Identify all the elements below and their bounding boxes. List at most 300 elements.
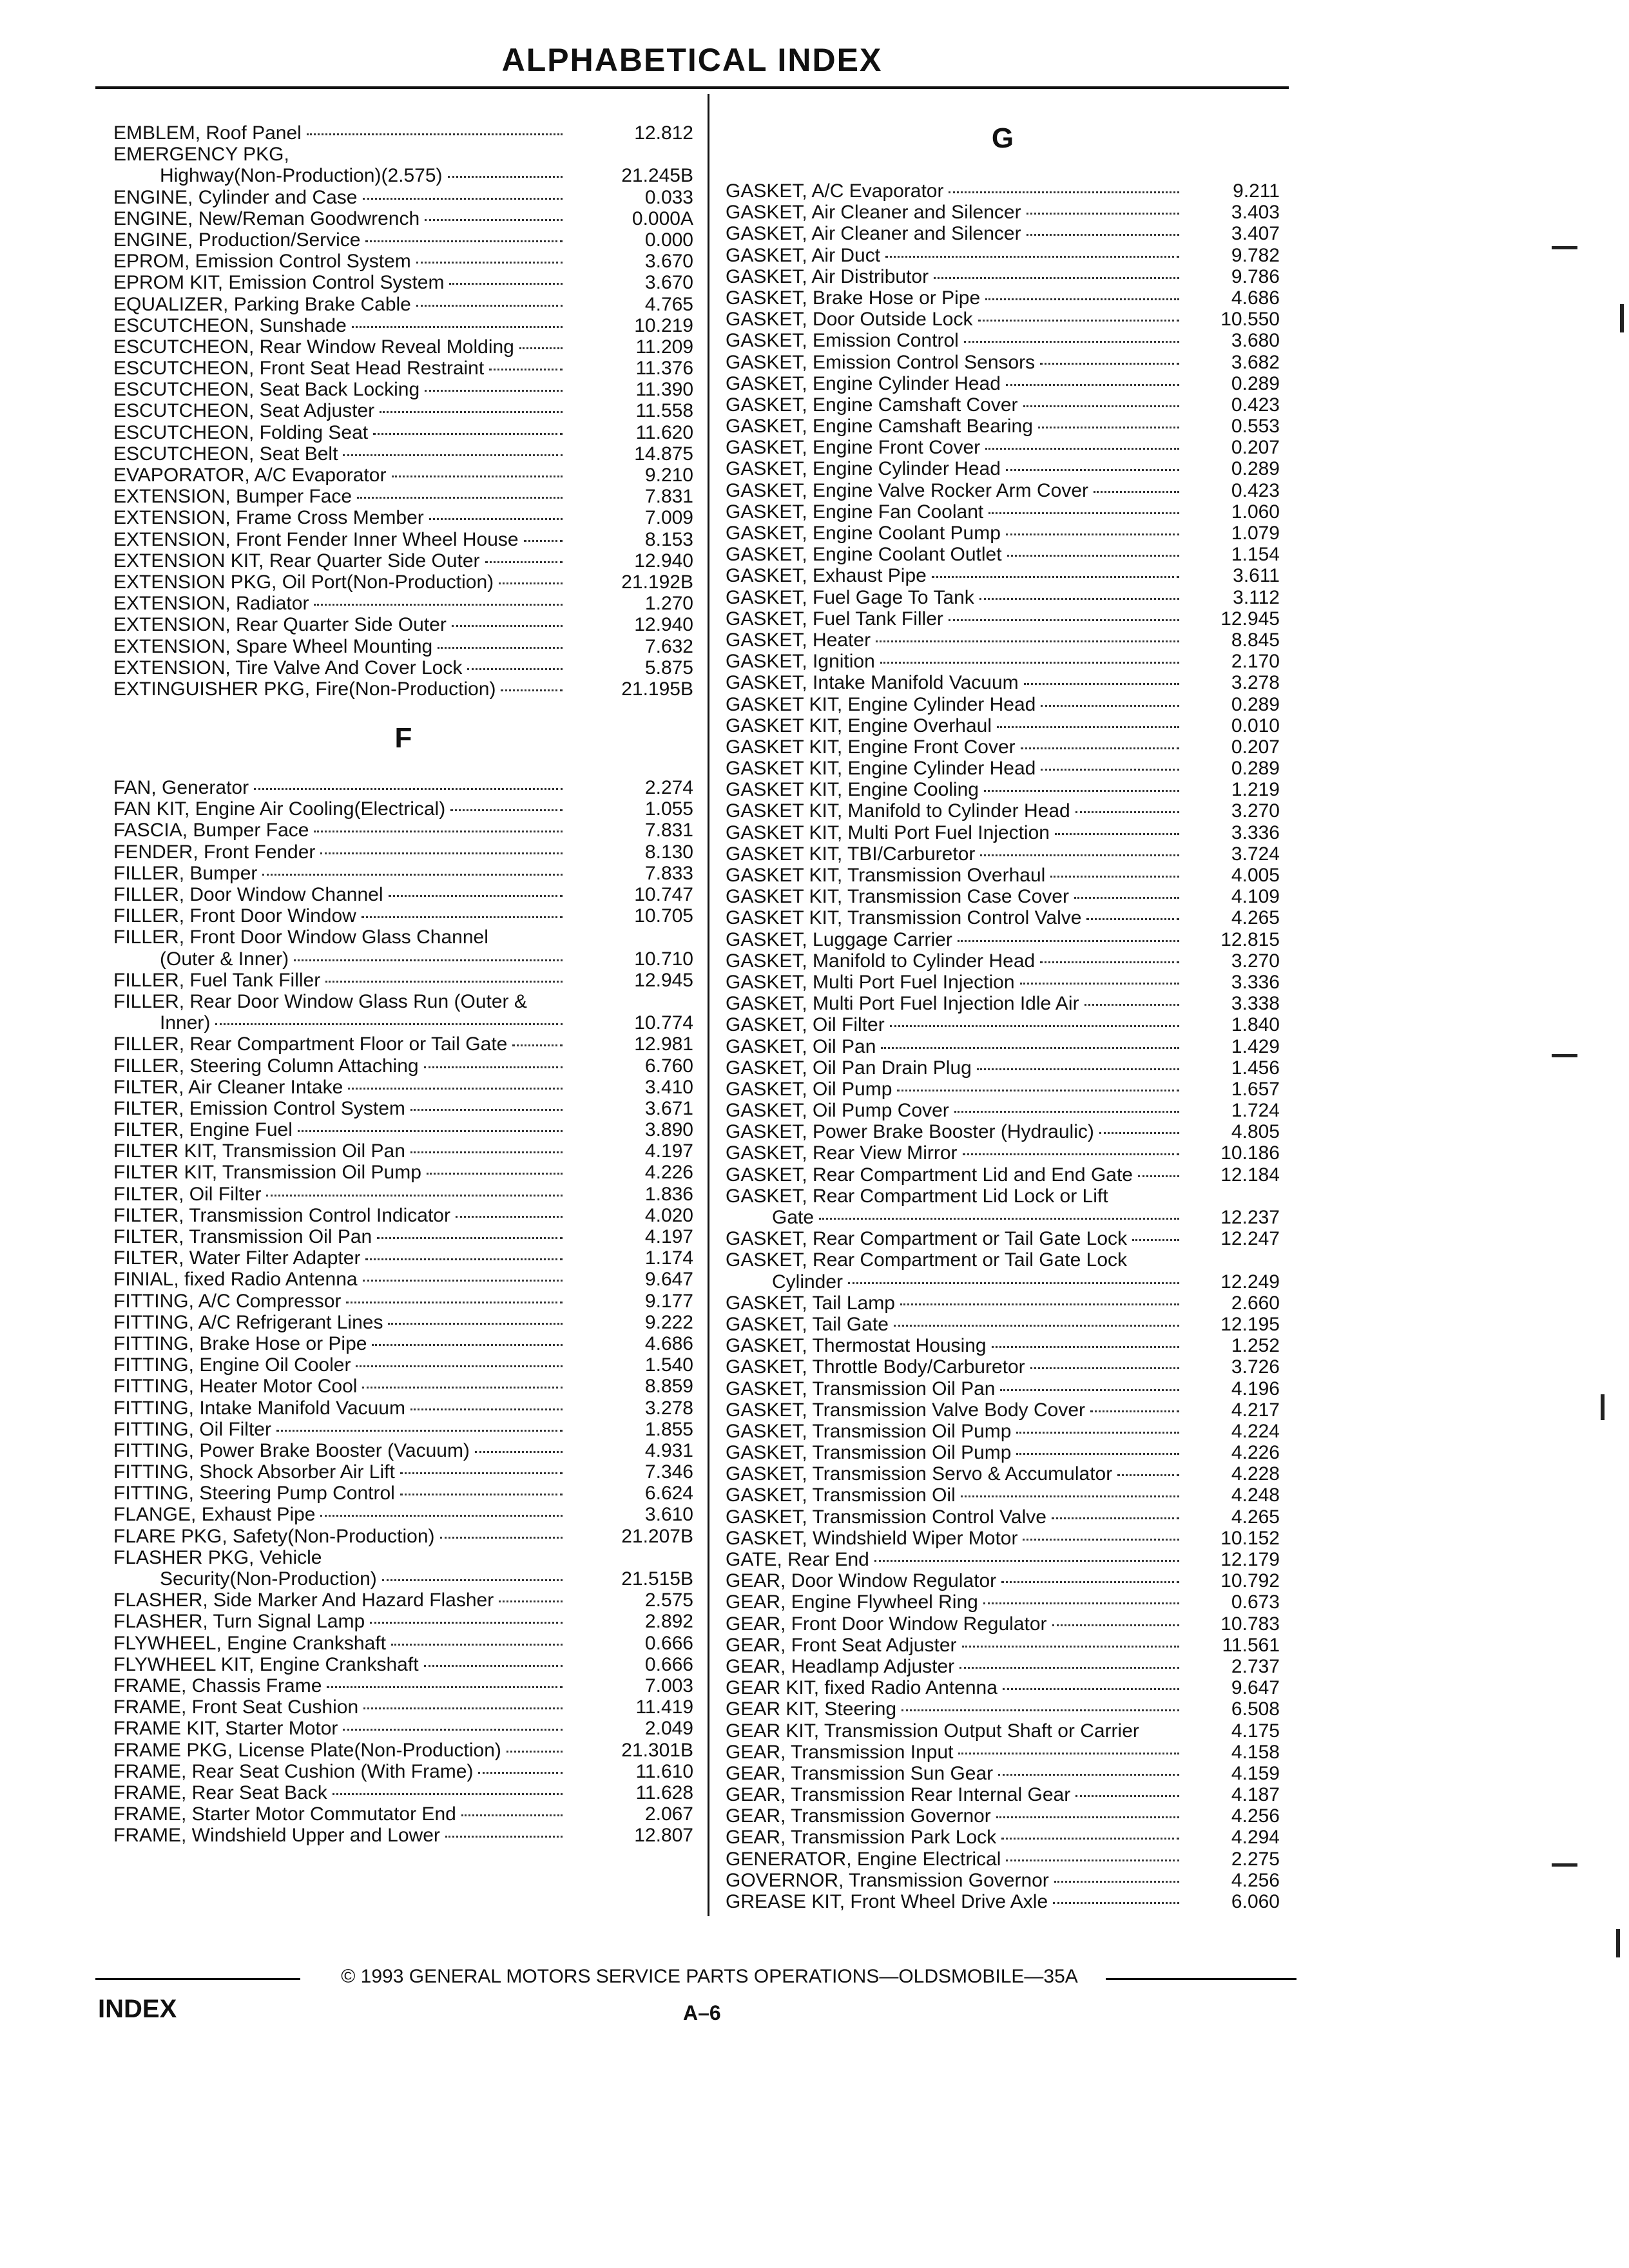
entry-page-ref: 3.338: [1231, 993, 1280, 1015]
dot-leader: [416, 305, 563, 307]
entry-page-ref: 4.686: [1231, 287, 1280, 309]
index-entry: [113, 820, 693, 841]
dot-leader: [980, 854, 1179, 856]
entry-name: EXTENSION, Radiator: [113, 593, 309, 615]
index-entry: [113, 777, 693, 798]
index-entry: [113, 1312, 693, 1333]
entry-page-ref: 1.079: [1231, 523, 1280, 544]
entry-page-ref: 4.226: [1231, 1442, 1280, 1464]
index-entry: [113, 970, 693, 991]
entry-name: FLARE PKG, Safety(Non-Production): [113, 1525, 435, 1547]
index-entry: [726, 1036, 1280, 1057]
entry-name: GASKET, Multi Port Fuel Injection: [726, 971, 1015, 993]
entry-name: EXTINGUISHER PKG, Fire(Non-Production): [113, 678, 496, 700]
dot-leader: [1041, 769, 1179, 771]
index-entry: [113, 572, 693, 593]
entry-name: Highway(Non-Production)(2.575): [160, 165, 443, 187]
entry-page-ref: 3.680: [1231, 330, 1280, 352]
entry-name: GASKET, Air Duct: [726, 244, 881, 266]
entry-name: GASKET, Engine Front Cover: [726, 437, 981, 459]
index-entry: [113, 336, 693, 358]
entry-page-ref: 2.892: [644, 1611, 693, 1633]
dot-leader: [1038, 427, 1179, 428]
dot-leader: [467, 668, 563, 670]
entry-page-ref: 8.859: [644, 1376, 693, 1398]
dot-leader: [448, 176, 563, 178]
entry-name: GASKET, Throttle Body/Carburetor: [726, 1356, 1025, 1378]
index-entry: [726, 287, 1280, 309]
entry-page-ref: 3.336: [1231, 971, 1280, 993]
entry-page-ref: 4.805: [1231, 1121, 1280, 1143]
entry-page-ref: 3.278: [644, 1397, 693, 1419]
entry-name: FRAME, Rear Seat Cushion (With Frame): [113, 1760, 474, 1782]
dot-leader: [1024, 683, 1179, 685]
index-entry: [726, 1870, 1280, 1891]
dot-leader: [363, 198, 563, 200]
index-entry: [726, 1356, 1280, 1378]
dot-leader: [392, 476, 563, 477]
index-entry: [113, 1654, 693, 1675]
entry-name: GASKET, Multi Port Fuel Injection Idle Air: [726, 993, 1079, 1015]
entry-page-ref: 3.610: [644, 1504, 693, 1526]
entry-page-ref: 6.508: [1231, 1698, 1280, 1720]
entry-name: FILTER, Transmission Oil Pan: [113, 1226, 372, 1248]
dot-leader: [996, 1816, 1179, 1818]
dot-leader: [932, 576, 1179, 578]
entry-name: GASKET, Oil Pump Cover: [726, 1100, 949, 1122]
dot-leader: [352, 326, 563, 328]
footer-section-label: INDEX: [98, 1995, 177, 2023]
index-entry: [113, 550, 693, 572]
entry-name: FITTING, A/C Compressor: [113, 1290, 342, 1312]
dot-leader: [977, 1068, 1179, 1070]
index-entry: [726, 694, 1280, 715]
entry-name: FILTER, Oil Filter: [113, 1183, 262, 1205]
entry-name: GASKET, Engine Camshaft Cover: [726, 394, 1018, 416]
index-entry: [726, 1314, 1280, 1335]
entry-page-ref: 10.783: [1220, 1613, 1280, 1635]
index-entry: [113, 1504, 693, 1525]
entry-page-ref: 7.831: [644, 486, 693, 508]
dot-leader: [962, 1646, 1180, 1648]
index-entry: [726, 501, 1280, 523]
index-entry: [726, 437, 1280, 458]
entry-name: GEAR, Transmission Sun Gear: [726, 1762, 994, 1784]
dot-leader: [343, 1729, 563, 1731]
entry-name: GATE, Rear End: [726, 1549, 869, 1571]
index-entry: [113, 1398, 693, 1419]
index-entry: [113, 443, 693, 465]
index-entry: [726, 587, 1280, 608]
dot-leader: [848, 1282, 1179, 1284]
entries-e-continued: [113, 122, 693, 700]
entry-page-ref: 4.187: [1231, 1784, 1280, 1806]
entry-page-ref: 9.211: [1233, 180, 1280, 202]
dot-leader: [1001, 1581, 1179, 1583]
index-entry: [113, 358, 693, 379]
entry-page-ref: 4.256: [1231, 1869, 1280, 1891]
entry-name: GASKET, Engine Cylinder Head: [726, 372, 1001, 394]
dot-leader: [1054, 1881, 1179, 1883]
footer-copyright: © 1993 GENERAL MOTORS SERVICE PARTS OPERATIONS—OLDSMOBILE—35A: [341, 1966, 1078, 1987]
dot-leader: [377, 1237, 563, 1239]
dot-leader: [964, 341, 1179, 343]
dot-leader: [427, 1173, 563, 1175]
index-entry: [113, 1590, 693, 1611]
index-entry: [726, 1549, 1280, 1570]
entry-page-ref: 0.289: [1231, 372, 1280, 394]
entry-name: FILTER, Emission Control System: [113, 1097, 405, 1119]
entry-page-ref: 11.558: [635, 400, 693, 422]
entry-name: GASKET, Oil Pan Drain Plug: [726, 1057, 972, 1079]
dot-leader: [450, 809, 563, 811]
dot-leader: [489, 369, 563, 370]
entry-name: EXTENSION, Bumper Face: [113, 486, 352, 508]
index-entry: [726, 1677, 1280, 1698]
dot-leader: [400, 1472, 563, 1474]
entry-name: GASKET, Transmission Oil: [726, 1485, 956, 1506]
index-entry: [726, 1485, 1280, 1506]
entry-page-ref: 0.033: [644, 186, 693, 208]
entry-name: GEAR, Front Seat Adjuster: [726, 1634, 957, 1656]
entry-name: EPROM KIT, Emission Control System: [113, 272, 445, 294]
index-entry: [726, 352, 1280, 373]
entry-name: FITTING, A/C Refrigerant Lines: [113, 1311, 383, 1333]
dot-leader: [400, 1494, 563, 1495]
entry-name: FILLER, Fuel Tank Filler: [113, 969, 321, 991]
entry-page-ref: 1.060: [1231, 501, 1280, 523]
entry-name: GASKET, Heater: [726, 629, 871, 651]
dot-leader: [1040, 961, 1179, 963]
entry-name: GASKET KIT, Engine Cylinder Head: [726, 758, 1036, 780]
entry-name: GASKET, Fuel Tank Filler: [726, 608, 943, 629]
dot-leader: [475, 1451, 563, 1453]
entry-name: FRAME, Chassis Frame: [113, 1675, 322, 1696]
entry-name: GASKET, Transmission Valve Body Cover: [726, 1399, 1085, 1421]
dot-leader: [370, 1622, 563, 1624]
dot-leader: [478, 1772, 563, 1774]
index-entry: [113, 1333, 693, 1354]
entry-page-ref: 4.217: [1231, 1399, 1280, 1421]
dot-leader: [949, 191, 1179, 193]
entry-name: GASKET, Transmission Oil Pump: [726, 1442, 1012, 1464]
index-entry: [726, 1378, 1280, 1399]
index-entry: [113, 1633, 693, 1654]
index-entry: [726, 309, 1280, 330]
entry-name: GEAR, Transmission Rear Internal Gear: [726, 1784, 1071, 1806]
entry-name: ESCUTCHEON, Seat Belt: [113, 443, 338, 465]
entry-name: GASKET, Rear Compartment or Tail Gate Lock: [726, 1228, 1128, 1250]
index-entry: [726, 1079, 1280, 1100]
entry-name: GASKET, Emission Control Sensors: [726, 351, 1036, 373]
dot-leader: [1006, 384, 1179, 386]
entry-page-ref: 1.657: [1231, 1078, 1280, 1100]
dot-leader: [363, 1280, 563, 1282]
entry-page-ref: 4.175: [1231, 1720, 1280, 1742]
entry-page-ref: 21.192B: [621, 571, 693, 593]
entry-name: GASKET, Transmission Oil Pump: [726, 1420, 1012, 1442]
entry-page-ref: 9.782: [1231, 244, 1280, 266]
index-entry: [726, 1528, 1280, 1549]
entry-name: GASKET, A/C Evaporator: [726, 180, 944, 202]
dot-leader: [901, 1709, 1179, 1711]
dot-leader: [410, 1109, 563, 1111]
index-entry: [726, 1421, 1280, 1442]
entry-page-ref: 9.222: [644, 1311, 693, 1333]
entry-name: FITTING, Oil Filter: [113, 1418, 271, 1440]
entry-name: GASKET KIT, Multi Port Fuel Injection: [726, 822, 1050, 843]
entry-name: GASKET, Transmission Oil Pan: [726, 1378, 996, 1399]
entry-name: Gate: [772, 1207, 815, 1228]
entry-page-ref: 11.620: [635, 421, 693, 443]
entry-name: EMERGENCY PKG,: [113, 144, 289, 166]
entry-name: FILTER KIT, Transmission Oil Pan: [113, 1140, 405, 1162]
dot-leader: [985, 448, 1179, 450]
entry-name: FRAME, Front Seat Cushion: [113, 1696, 359, 1718]
entry-page-ref: 3.407: [1231, 223, 1280, 245]
entry-name: GASKET, Engine Coolant Pump: [726, 523, 1001, 544]
index-entry: [113, 1696, 693, 1718]
entry-page-ref: 21.515B: [621, 1568, 693, 1590]
entry-name: FITTING, Steering Pump Control: [113, 1483, 395, 1504]
entry-page-ref: 0.289: [1231, 693, 1280, 715]
entry-name: GASKET, Rear Compartment or Tail Gate Lock: [726, 1249, 1128, 1271]
entry-name: GEAR KIT, Transmission Output Shaft or Carrier: [726, 1720, 1139, 1742]
dot-leader: [1084, 1004, 1179, 1006]
entry-name: GASKET, Exhaust Pipe: [726, 565, 927, 587]
dot-leader: [348, 1088, 563, 1090]
entry-name: FITTING, Brake Hose or Pipe: [113, 1332, 367, 1354]
entry-page-ref: 12.815: [1220, 928, 1280, 950]
index-entry: [113, 1247, 693, 1269]
entry-page-ref: 5.875: [644, 657, 693, 678]
index-entry: [113, 1033, 693, 1055]
dot-leader: [1086, 918, 1179, 920]
dot-leader: [333, 1793, 563, 1795]
entry-name: FILLER, Rear Door Window Glass Run (Outer &: [113, 990, 527, 1012]
entry-page-ref: 12.945: [1220, 608, 1280, 629]
index-entry: [726, 608, 1280, 629]
header-rule: [95, 86, 1289, 89]
entry-page-ref: 10.747: [634, 884, 693, 906]
dot-leader: [445, 1836, 563, 1838]
dot-leader: [961, 1495, 1179, 1497]
dot-leader: [254, 788, 563, 790]
entry-page-ref: 0.673: [1231, 1591, 1280, 1613]
index-entry: [726, 416, 1280, 437]
entry-name: EXTENSION KIT, Rear Quarter Side Outer: [113, 550, 480, 572]
entry-page-ref: 9.647: [644, 1269, 693, 1291]
entry-name: GASKET, Windshield Wiper Motor: [726, 1527, 1018, 1549]
entry-page-ref: 4.931: [644, 1439, 693, 1461]
entry-name: FILLER, Rear Compartment Floor or Tail Gate: [113, 1033, 508, 1055]
index-entry: [113, 1825, 693, 1846]
entry-page-ref: 3.112: [1233, 586, 1280, 608]
entry-name: FRAME PKG, License Plate(Non-Production): [113, 1739, 501, 1761]
entry-page-ref: 3.403: [1231, 202, 1280, 224]
dot-leader: [499, 1600, 563, 1602]
dot-leader: [1030, 1367, 1179, 1369]
entry-page-ref: 4.265: [1231, 1506, 1280, 1528]
entry-name: FILLER, Bumper: [113, 862, 258, 884]
index-entry: [113, 1098, 693, 1119]
entry-page-ref: 12.981: [634, 1033, 693, 1055]
index-entry: [726, 1228, 1280, 1249]
dot-leader: [984, 790, 1179, 792]
dot-leader: [485, 561, 563, 563]
dot-leader: [365, 240, 563, 242]
entry-page-ref: 10.152: [1220, 1527, 1280, 1549]
entry-page-ref: 4.265: [1231, 907, 1280, 929]
dot-leader: [978, 320, 1180, 322]
entry-name: GASKET, Thermostat Housing: [726, 1335, 987, 1357]
index-entry: [726, 1293, 1280, 1314]
entry-page-ref: 4.248: [1231, 1485, 1280, 1506]
dot-leader: [1023, 405, 1179, 407]
entry-name: FASCIA, Bumper Face: [113, 820, 309, 841]
index-entry: [726, 1656, 1280, 1677]
entry-name: ESCUTCHEON, Seat Back Locking: [113, 379, 420, 401]
entry-page-ref: 7.833: [644, 862, 693, 884]
entry-name: GASKET KIT, Transmission Overhaul: [726, 865, 1046, 886]
entry-name: GASKET, Transmission Servo & Accumulator: [726, 1463, 1113, 1485]
left-column: [113, 122, 693, 1847]
entry-name: ESCUTCHEON, Seat Adjuster: [113, 400, 375, 422]
margin-dash-mark: [1552, 246, 1577, 249]
entry-name: GEAR, Transmission Input: [726, 1741, 954, 1763]
index-entry: [726, 245, 1280, 266]
dot-leader: [307, 133, 563, 135]
entry-name: ESCUTCHEON, Rear Window Reveal Molding: [113, 336, 514, 358]
dot-leader: [1050, 876, 1179, 878]
index-entry: [726, 886, 1280, 907]
index-entry: [726, 651, 1280, 672]
dot-leader: [1006, 469, 1179, 471]
entry-page-ref: 11.628: [635, 1782, 693, 1803]
entry-page-ref: 4.294: [1231, 1827, 1280, 1849]
index-entry: [726, 458, 1280, 479]
entry-name: GASKET, Tail Gate: [726, 1313, 889, 1335]
index-entry: [113, 863, 693, 884]
entry-page-ref: 2.170: [1231, 651, 1280, 673]
section-letter-f: F: [394, 722, 412, 754]
entry-name: GASKET, Oil Pump: [726, 1078, 892, 1100]
entry-page-ref: 3.670: [644, 272, 693, 294]
dot-leader: [1117, 1474, 1179, 1476]
dot-leader: [356, 1365, 563, 1367]
index-entry: [113, 1354, 693, 1376]
dot-leader: [373, 433, 563, 435]
dot-leader: [900, 1303, 1179, 1305]
dot-leader: [410, 1408, 563, 1410]
entry-name: GASKET, Oil Filter: [726, 1014, 885, 1036]
entry-name: (Outer & Inner): [160, 948, 289, 970]
margin-dash-mark: [1552, 1054, 1577, 1057]
index-entry: [113, 294, 693, 315]
index-entry: [113, 1483, 693, 1504]
page-title: ALPHABETICAL INDEX: [501, 42, 883, 78]
index-entry: [726, 950, 1280, 972]
entry-name: FRAME, Starter Motor Commutator End: [113, 1803, 456, 1825]
index-entry: [113, 229, 693, 251]
entry-name: GEAR, Front Door Window Regulator: [726, 1613, 1047, 1635]
entry-page-ref: 12.237: [1220, 1207, 1280, 1228]
entry-page-ref: 10.186: [1220, 1142, 1280, 1164]
index-entry: [726, 822, 1280, 843]
dot-leader: [1041, 705, 1179, 707]
entry-page-ref: 2.067: [644, 1803, 693, 1825]
dot-leader: [1090, 1410, 1179, 1412]
index-entry: [726, 865, 1280, 886]
index-entry: [113, 841, 693, 863]
entry-name: FILTER, Engine Fuel: [113, 1119, 293, 1141]
entry-name: GASKET, Tail Lamp: [726, 1292, 895, 1314]
index-entry: [113, 379, 693, 400]
dot-leader: [215, 1023, 563, 1025]
dot-leader: [320, 852, 563, 854]
dot-leader: [357, 497, 563, 499]
index-entry: [726, 629, 1280, 651]
dot-leader: [380, 411, 563, 413]
entry-name: GASKET, Fuel Gage To Tank: [726, 586, 974, 608]
dot-leader: [890, 1025, 1179, 1027]
dot-leader: [294, 959, 563, 961]
entry-name: FAN, Generator: [113, 777, 249, 799]
entry-page-ref: 0.666: [644, 1632, 693, 1654]
index-entry: [726, 266, 1280, 287]
entry-name: GASKET, Emission Control: [726, 330, 959, 352]
index-entry: [726, 1463, 1280, 1485]
dot-leader: [524, 540, 563, 542]
index-entry: [726, 1014, 1280, 1035]
index-entry: [726, 1506, 1280, 1528]
entry-name: FITTING, Shock Absorber Air Lift: [113, 1461, 395, 1483]
entry-page-ref: 3.270: [1231, 800, 1280, 822]
dot-leader: [1027, 213, 1179, 215]
dot-leader: [954, 1111, 1179, 1113]
index-entry: [726, 972, 1280, 993]
index-entry: [726, 1720, 1280, 1742]
index-entry: [113, 400, 693, 421]
entry-page-ref: 4.686: [644, 1332, 693, 1354]
entry-name: EXTENSION, Frame Cross Member: [113, 507, 424, 529]
entry-page-ref: 3.671: [644, 1097, 693, 1119]
dot-leader: [325, 981, 563, 983]
entry-page-ref: 10.792: [1220, 1570, 1280, 1592]
dot-leader: [983, 1602, 1179, 1604]
entry-page-ref: 2.660: [1231, 1292, 1280, 1314]
entry-page-ref: 10.550: [1220, 309, 1280, 331]
entry-page-ref: 0.289: [1231, 758, 1280, 780]
entry-page-ref: 3.336: [1231, 822, 1280, 843]
entries-g: [726, 180, 1280, 1912]
index-entry: [726, 1142, 1280, 1164]
entry-name: GASKET, Engine Fan Coolant: [726, 501, 984, 523]
index-entry: [113, 1761, 693, 1782]
entry-name: GASKET, Door Outside Lock: [726, 309, 973, 331]
entry-page-ref: 8.845: [1231, 629, 1280, 651]
dot-leader: [461, 1814, 563, 1816]
entry-page-ref: 0.666: [644, 1653, 693, 1675]
entry-page-ref: 1.270: [644, 593, 693, 615]
entry-page-ref: 2.049: [644, 1718, 693, 1740]
entry-page-ref: 3.726: [1231, 1356, 1280, 1378]
entry-page-ref: 4.224: [1231, 1420, 1280, 1442]
entry-name: GASKET, Luggage Carrier: [726, 928, 952, 950]
entry-page-ref: 8.153: [644, 528, 693, 550]
entry-name: FLANGE, Exhaust Pipe: [113, 1504, 316, 1526]
dot-leader: [389, 895, 563, 897]
